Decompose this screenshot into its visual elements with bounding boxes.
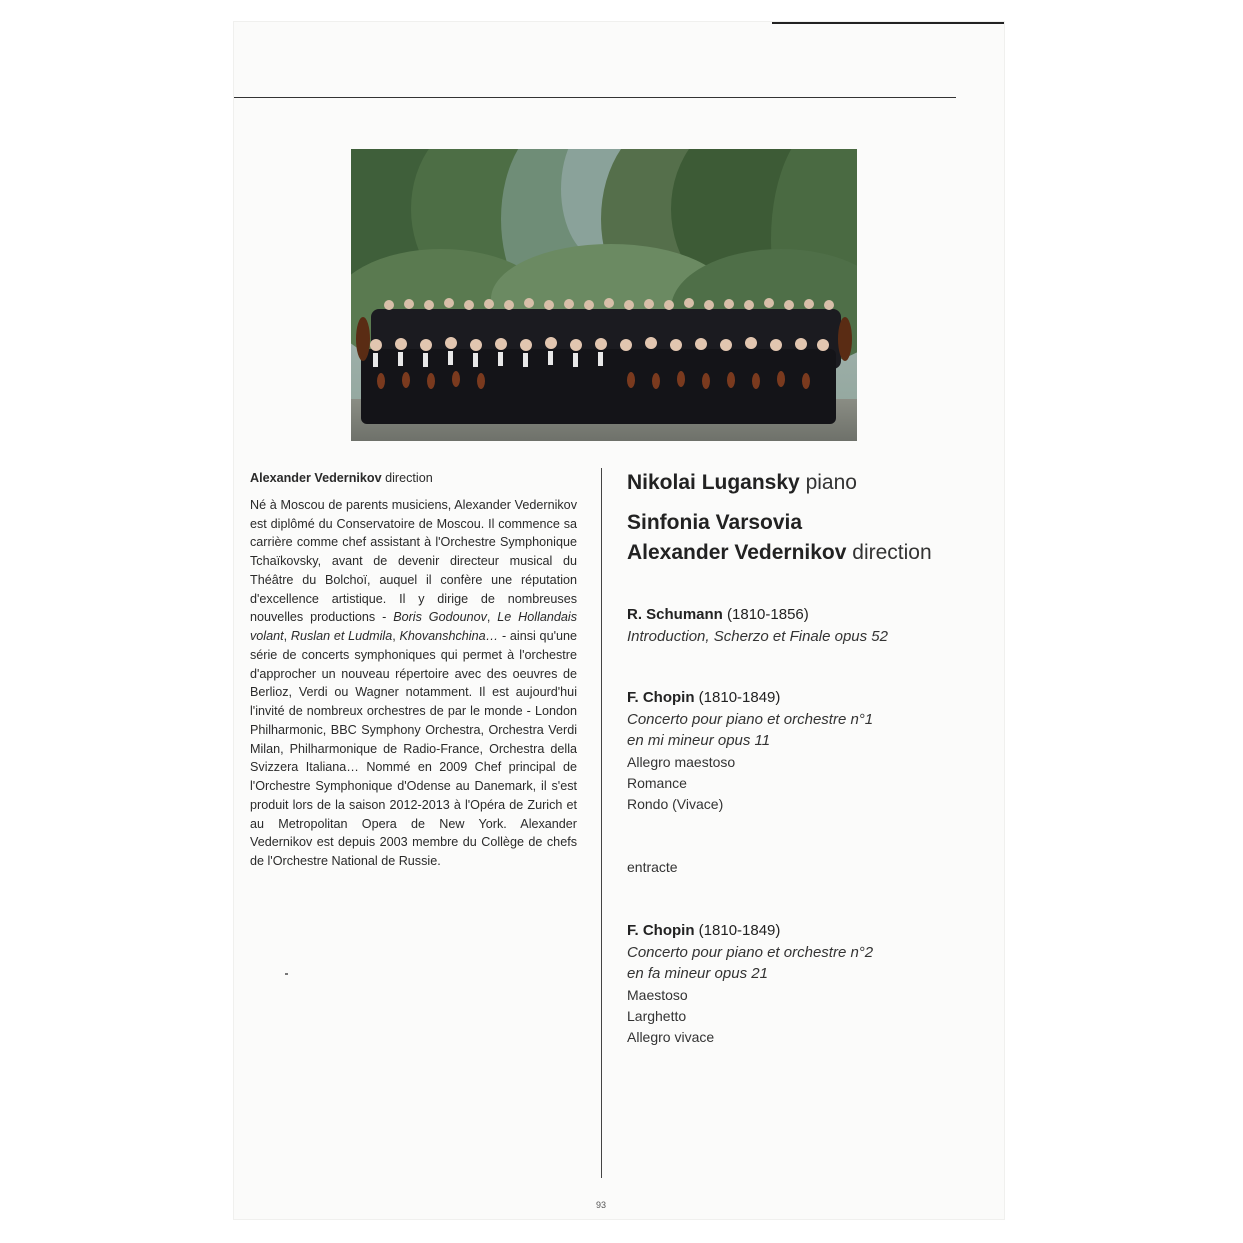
work-title: Concerto pour piano et orchestre n°1 — [627, 710, 874, 728]
composer-line — [627, 604, 987, 626]
bio-italic-2: Le Hollandais volant — [250, 610, 577, 643]
stray-mark — [285, 973, 288, 975]
composer-name: F. Chopin — [627, 922, 695, 940]
orchestra-photo-drawing — [351, 149, 857, 441]
performer-role: piano — [805, 471, 857, 494]
program-work-1 — [627, 604, 987, 647]
bio-paragraph — [250, 496, 577, 871]
composer-name: F. Chopin — [627, 689, 695, 706]
work-title-key: en mi mineur opus 11 — [627, 732, 771, 749]
performer-name: Alexander Vedernikov — [627, 541, 847, 564]
top-rule — [772, 22, 1004, 24]
bio-role: direction — [385, 471, 433, 485]
bio-text-1: Né à Moscou de parents musiciens, Alexander Vedernikov est diplômé du Conservatoire de Moscou. Il commence sa carrière comme chef assistant à l'Orchestre Symphonique Tchaïkovsky, avant de devenir directeur musical du Théâtre du Bolchoï, auquel il confère une réputation d'excellence artistique. Il y dirige de nombreuses nouvelles productions - — [250, 497, 577, 625]
bio-heading — [250, 469, 577, 488]
work-title-key: en fa mineur opus 21 — [627, 965, 768, 983]
composer-dates: (1810-1849) — [698, 922, 781, 940]
movement: Maestoso — [627, 986, 688, 1003]
performer-role: direction — [852, 541, 932, 564]
composer-dates: (1810-1849) — [698, 689, 781, 706]
bio-sep-1: , — [486, 610, 498, 625]
bio-italic-1: Boris Godounov — [393, 610, 487, 625]
composer-dates: (1810-1856) — [727, 606, 809, 623]
intermission-label: entracte — [627, 859, 678, 876]
work-title: Introduction, Scherzo et Finale opus 52 — [627, 627, 888, 645]
performer-line — [627, 538, 987, 568]
movement: Romance — [627, 774, 687, 791]
bio-text-2: - ainsi qu'une série de concerts symphoniques qui permet à l'orchestre d'approcher un nouveau répertoire avec des oeuvres de Berlioz, Verdi ou Wagner notamment. Il est aujourd'hui l'invité de nombreux orchestres de par le monde - London Philharmonic, BBC Symphony Orchestra, Orchestra Verdi Milan, Philharmonique de Radio-France, Orchestra della Svizzera Italiana… Nommé en 2009 Chef principal de l'Orchestre Symphonique d'Odense au Danemark, il s'est produit lors de la saison 2012-2013 à l'Opéra de Zurich et au Metropolitan Opera de New York. Alexander Vedernikov est depuis 2003 membre du Collège de chefs de l'Orchestre National de Russie. — [250, 629, 577, 868]
conductor-biography — [250, 469, 577, 871]
performer-line — [627, 508, 987, 538]
movement: Rondo (Vivace) — [627, 795, 724, 812]
program-work-3 — [627, 920, 987, 1048]
bio-italic-4: Khovanshchina… — [399, 629, 499, 643]
concert-program — [627, 468, 987, 1048]
performer-name: Sinfonia Varsovia — [627, 511, 803, 534]
movement: Larghetto — [627, 1007, 687, 1024]
header-rule — [234, 97, 956, 98]
movement: Allegro maestoso — [627, 753, 736, 770]
page-number: 93 — [595, 1200, 606, 1210]
program-work-2 — [627, 687, 987, 815]
bio-sep-2: , — [283, 629, 291, 643]
bio-name: Alexander Vedernikov — [250, 471, 382, 485]
work-title: Concerto pour piano et orchestre n°2 — [627, 943, 874, 961]
composer-name: R. Schumann — [627, 606, 723, 623]
bio-sep-3: , — [392, 629, 400, 643]
composer-line — [627, 687, 987, 709]
movement: Allegro vivace — [627, 1029, 715, 1046]
column-divider — [601, 468, 602, 1178]
composer-line — [627, 920, 987, 942]
bio-italic-3: Ruslan et Ludmila — [290, 629, 393, 643]
performer-line — [627, 468, 987, 498]
performer-name: Nikolai Lugansky — [627, 471, 800, 494]
orchestra-photo — [351, 149, 857, 441]
